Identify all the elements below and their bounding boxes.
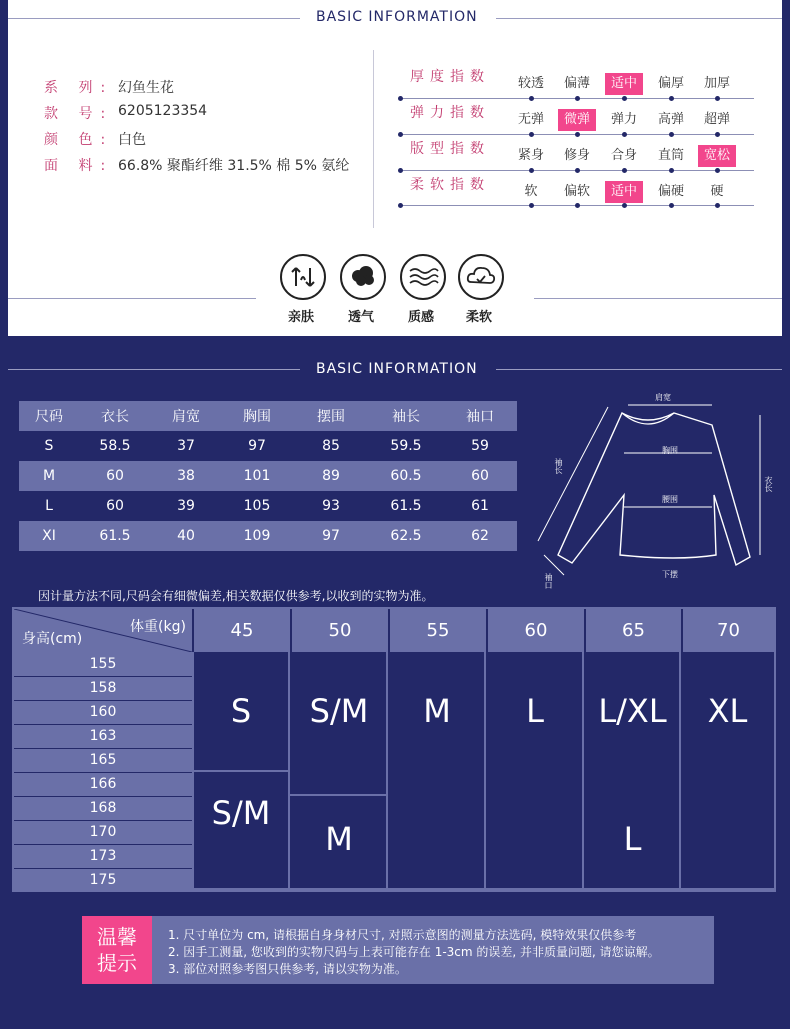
softness-option: 偏硬	[657, 184, 684, 199]
tip-line: 2. 因手工测量, 您收到的实物尺码与上表可能存在 1-3cm 的误差, 并非质量问题, 请您谅解。	[168, 945, 660, 959]
table-cell: 59	[443, 431, 517, 461]
feature-label: 柔软	[465, 310, 492, 325]
weight-header: 70	[681, 609, 774, 652]
fit-option: 修身	[563, 148, 590, 163]
column-header: 胸围	[221, 401, 293, 431]
recommended-size: L	[623, 820, 642, 858]
table-cell: 62.5	[369, 521, 443, 551]
table-cell: 105	[221, 491, 293, 521]
weight-header: 65	[584, 609, 681, 652]
row-divider	[14, 676, 192, 677]
table-cell: 39	[151, 491, 221, 521]
feature-divider-left	[8, 298, 256, 299]
elasticity-option: 无弹	[517, 112, 544, 127]
weight-header: 50	[290, 609, 388, 652]
column-header: 摆围	[293, 401, 369, 431]
waist-label: 腰围	[662, 495, 678, 504]
table-row	[19, 431, 517, 461]
weight-axis-label: 体重(kg)	[130, 619, 186, 635]
fit-index-label: 版型指数	[410, 141, 490, 157]
series-label: 系 列:	[44, 80, 114, 96]
height-value: 168	[89, 800, 117, 816]
fit-option-selected: 宽松	[698, 145, 736, 167]
index-dot	[715, 96, 720, 101]
size-info-header: BASIC INFORMATION	[316, 361, 478, 377]
table-cell: 58.5	[79, 431, 151, 461]
table-cell: 60	[79, 461, 151, 491]
column-header: 尺码	[19, 401, 79, 431]
table-cell: 109	[221, 521, 293, 551]
fit-option: 合身	[610, 148, 637, 163]
shoulder-width-label: 肩宽	[655, 393, 671, 402]
table-cell: XI	[19, 521, 79, 551]
index-dot	[529, 132, 534, 137]
size-cell	[681, 652, 774, 890]
weight-header: 55	[388, 609, 486, 652]
thickness-option: 较透	[517, 76, 544, 91]
table-row	[19, 461, 517, 491]
height-value: 170	[89, 824, 117, 840]
style-no-value: 6205123354	[118, 103, 208, 119]
size-header-divider-left	[8, 369, 300, 370]
index-dot	[529, 203, 534, 208]
measure-note: 因计量方法不同,尺码会有细微偏差,相关数据仅供参考,以收到的实物为准。	[38, 589, 434, 603]
size-table-header	[19, 401, 517, 431]
row-divider	[14, 772, 192, 773]
table-cell: 93	[293, 491, 369, 521]
row-divider	[14, 796, 192, 797]
height-value: 158	[89, 680, 117, 696]
table-cell: 62	[443, 521, 517, 551]
index-dot	[398, 203, 403, 208]
chest-label: 胸围	[662, 446, 678, 455]
softness-option-selected: 适中	[605, 181, 643, 203]
index-dot	[669, 96, 674, 101]
index-dot	[398, 168, 403, 173]
height-value: 160	[89, 704, 117, 720]
height-value: 155	[89, 656, 117, 672]
table-cell: 60	[79, 491, 151, 521]
index-dot	[669, 168, 674, 173]
index-dot	[529, 96, 534, 101]
fit-option: 直筒	[657, 148, 684, 163]
index-dot	[622, 168, 627, 173]
garment-diagram	[524, 385, 786, 595]
tip-line: 3. 部位对照参考图只供参考, 请以实物为准。	[168, 962, 407, 976]
index-dot	[398, 96, 403, 101]
index-dot	[715, 203, 720, 208]
table-cell: 60.5	[369, 461, 443, 491]
recommended-size: M	[423, 692, 451, 730]
hem-label: 下摆	[662, 570, 678, 579]
weight-header: 60	[486, 609, 584, 652]
table-cell: 40	[151, 521, 221, 551]
fit-option: 紧身	[517, 148, 544, 163]
row-divider	[14, 820, 192, 821]
table-cell: M	[19, 461, 79, 491]
index-dot	[715, 168, 720, 173]
color-value: 白色	[118, 132, 146, 148]
table-cell: 61.5	[79, 521, 151, 551]
tip-line: 1. 尺寸单位为 cm, 请根据自身身材尺寸, 对照示意图的测量方法选码, 模特效果仅供参考	[168, 928, 637, 942]
elasticity-option: 高弹	[657, 112, 684, 127]
index-dot	[669, 203, 674, 208]
recommended-size: L	[526, 692, 544, 730]
table-cell: 37	[151, 431, 221, 461]
thickness-option-selected: 适中	[605, 73, 643, 95]
recommended-size: L/XL	[598, 692, 667, 730]
column-header: 衣长	[79, 401, 151, 431]
size-header-divider-right	[496, 369, 782, 370]
index-dot	[575, 132, 580, 137]
index-dot	[715, 132, 720, 137]
cuff-label: 袖口	[544, 573, 553, 589]
elasticity-option: 超弹	[703, 112, 730, 127]
softness-option: 硬	[710, 184, 724, 199]
column-header: 袖口	[443, 401, 517, 431]
fabric-value: 66.8% 聚酯纤维 31.5% 棉 5% 氨纶	[118, 158, 350, 174]
header-divider-right	[496, 18, 782, 19]
size-cell	[486, 652, 584, 890]
height-axis-label: 身高(cm)	[22, 631, 83, 647]
size-table	[19, 401, 517, 551]
feature-label: 质感	[407, 310, 434, 325]
feature-label: 透气	[347, 310, 374, 325]
recommended-size: S	[230, 692, 252, 730]
recommended-size: S/M	[211, 794, 271, 832]
thickness-option: 偏薄	[563, 76, 590, 91]
sleeve-length-label: 袖长	[554, 458, 563, 474]
index-dot	[622, 203, 627, 208]
feature-divider-right	[534, 298, 782, 299]
breathable-icon	[340, 254, 386, 300]
row-divider	[14, 700, 192, 701]
length-label: 衣长	[764, 476, 773, 492]
index-dot	[575, 168, 580, 173]
weight-header: 45	[192, 609, 290, 652]
elasticity-option-selected: 微弹	[558, 109, 596, 131]
height-value: 166	[89, 776, 117, 792]
table-cell: 38	[151, 461, 221, 491]
thickness-option: 偏厚	[657, 76, 684, 91]
index-dot	[575, 203, 580, 208]
elasticity-option: 弹力	[610, 112, 637, 127]
recommended-size: M	[325, 820, 353, 858]
column-header: 袖长	[369, 401, 443, 431]
table-cell: 59.5	[369, 431, 443, 461]
thickness-option: 加厚	[703, 76, 730, 91]
height-value: 175	[89, 872, 117, 888]
soft-icon	[458, 254, 504, 300]
row-divider	[14, 748, 192, 749]
table-cell: S	[19, 431, 79, 461]
info-divider	[373, 50, 374, 228]
table-cell: 89	[293, 461, 369, 491]
height-value: 165	[89, 752, 117, 768]
table-cell: 97	[293, 521, 369, 551]
recommended-size: S/M	[309, 692, 369, 730]
table-row	[19, 521, 517, 551]
style-no-label: 款 号:	[44, 106, 114, 122]
height-value: 173	[89, 848, 117, 864]
elasticity-index-label: 弹力指数	[410, 105, 490, 121]
softness-index-label: 柔软指数	[410, 177, 490, 193]
table-cell: 60	[443, 461, 517, 491]
table-cell: 101	[221, 461, 293, 491]
index-dot	[622, 96, 627, 101]
table-cell: 85	[293, 431, 369, 461]
size-cell	[388, 652, 486, 890]
row-divider	[14, 868, 192, 869]
color-label: 颜 色:	[44, 132, 114, 148]
tips-title: 温馨提示	[97, 925, 137, 975]
texture-icon	[400, 254, 446, 300]
row-divider	[14, 724, 192, 725]
thickness-index-label: 厚度指数	[410, 69, 490, 85]
table-cell: 97	[221, 431, 293, 461]
table-cell: 61	[443, 491, 517, 521]
recommended-size: XL	[707, 692, 748, 730]
height-value: 163	[89, 728, 117, 744]
index-dot	[669, 132, 674, 137]
skin-friendly-icon	[280, 254, 326, 300]
table-row	[19, 491, 517, 521]
header-divider-left	[8, 18, 300, 19]
softness-option: 偏软	[563, 184, 590, 199]
table-cell: L	[19, 491, 79, 521]
index-dot	[529, 168, 534, 173]
index-dot	[622, 132, 627, 137]
feature-label: 亲肤	[287, 310, 314, 325]
row-divider	[14, 844, 192, 845]
fabric-label: 面 料:	[44, 158, 114, 174]
index-dot	[575, 96, 580, 101]
column-header: 肩宽	[151, 401, 221, 431]
basic-info-header: BASIC INFORMATION	[316, 9, 478, 25]
series-value: 幻鱼生花	[118, 80, 174, 96]
table-cell: 61.5	[369, 491, 443, 521]
softness-option: 软	[524, 184, 538, 199]
index-dot	[398, 132, 403, 137]
